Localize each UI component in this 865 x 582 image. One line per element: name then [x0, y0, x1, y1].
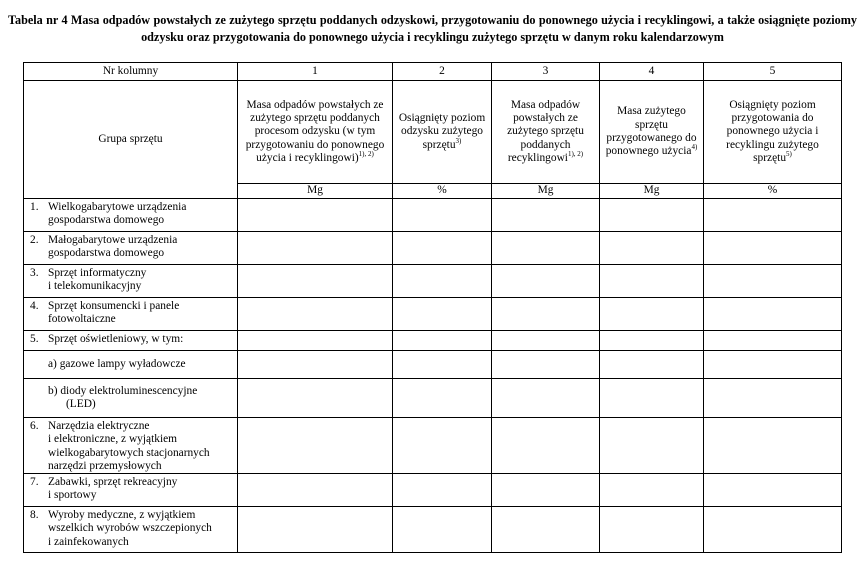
column-number-4: 4 — [600, 63, 704, 81]
row-label — [24, 199, 238, 232]
row-number: 5. — [30, 333, 39, 345]
column-header-3-text: Masa odpadów powstałych ze zużytego sprzętu poddanych recyklingowi — [507, 98, 584, 164]
row-number: 2. — [30, 234, 39, 246]
table-row — [24, 232, 842, 265]
footnote-ref: 4) — [691, 143, 698, 152]
unit-1: Mg — [238, 184, 393, 199]
column-header-5 — [704, 81, 842, 184]
table-cell — [238, 265, 393, 298]
table-cell — [492, 351, 600, 379]
table-row — [24, 507, 842, 553]
table-cell — [704, 351, 842, 379]
row-number: 1. — [30, 201, 39, 213]
nr-kolumny-label: Nr kolumny — [24, 63, 238, 81]
grupa-sprzetu-header: Grupa sprzętu — [24, 81, 238, 199]
table-cell — [704, 331, 842, 351]
table-row — [24, 351, 842, 379]
row-label-line: gospodarstwa domowego — [48, 247, 165, 260]
table-cell — [600, 199, 704, 232]
table-cell — [600, 232, 704, 265]
table-cell — [600, 379, 704, 418]
row-label — [24, 379, 238, 418]
table-row — [24, 474, 842, 507]
table-cell — [492, 199, 600, 232]
row-label — [24, 331, 238, 351]
table-cell — [238, 418, 393, 474]
table-cell — [238, 232, 393, 265]
row-label-line: i zainfekowanych — [48, 535, 129, 548]
row-label-line: narzędzi przemysłowych — [48, 459, 162, 472]
waste-equipment-table — [23, 62, 842, 553]
row-number: 7. — [30, 476, 39, 489]
table-row — [24, 265, 842, 298]
table-cell — [492, 331, 600, 351]
table-cell — [704, 474, 842, 507]
table-row — [24, 298, 842, 331]
row-label — [24, 351, 238, 379]
row-label-line: fotowoltaiczne — [48, 313, 116, 326]
row-number: 8. — [30, 509, 39, 522]
column-header-4 — [600, 81, 704, 184]
row-label-line: Wielkogabarytowe urządzenia — [48, 201, 187, 213]
table-cell — [238, 379, 393, 418]
table-cell — [492, 507, 600, 553]
row-label — [24, 474, 238, 507]
table-title: Tabela nr 4 Masa odpadów powstałych ze zużytego sprzętu poddanych odzyskowi, przygotowaniu do ponownego użycia i recyklingowi, a także osiągnięte poziomy odzysku oraz przygotowania do ponownego użycia i recyklingu zużytego sprzętu w danym roku kalendarzowym — [8, 13, 857, 44]
table-cell — [600, 265, 704, 298]
table-cell — [238, 474, 393, 507]
row-label-line: Narzędzia elektryczne — [48, 420, 150, 432]
row-label — [24, 232, 238, 265]
column-header-row — [24, 81, 842, 184]
row-label-line: i sportowy — [48, 489, 97, 502]
column-header-3 — [492, 81, 600, 184]
footnote-ref: 1), 2) — [358, 150, 374, 159]
table-cell — [600, 331, 704, 351]
table-cell — [492, 265, 600, 298]
table-cell — [393, 331, 492, 351]
unit-2: % — [393, 184, 492, 199]
table-cell — [704, 507, 842, 553]
row-label-line: Sprzęt informatyczny — [48, 267, 147, 279]
table-cell — [704, 298, 842, 331]
table-cell — [238, 199, 393, 232]
table-cell — [492, 298, 600, 331]
column-header-4-text: Masa zużytego sprzętu przygotowanego do ponownego użycia — [605, 105, 697, 158]
unit-3: Mg — [492, 184, 600, 199]
footnote-ref: 5) — [786, 150, 792, 159]
table-cell — [492, 379, 600, 418]
row-label-line: gospodarstwa domowego — [48, 214, 165, 227]
table-cell — [393, 507, 492, 553]
row-number: 6. — [30, 420, 39, 432]
row-label-line: Sprzęt konsumencki i panele — [48, 300, 180, 312]
table-cell — [393, 232, 492, 265]
table-cell — [492, 232, 600, 265]
row-label-line: wielkogabarytowych stacjonarnych — [48, 446, 210, 459]
row-number: 4. — [30, 300, 39, 312]
table-cell — [393, 418, 492, 474]
table-cell — [393, 474, 492, 507]
table-row — [24, 379, 842, 418]
column-header-1-text: Masa odpadów powstałych ze zużytego sprzętu poddanych procesom odzysku (w tym przygotowaniu do ponownego użycia i recyklingowi) — [245, 98, 385, 164]
row-label — [24, 507, 238, 553]
table-cell — [238, 298, 393, 331]
column-header-2-text: Osiągnięty poziom odzysku zużytego sprzętu — [398, 112, 486, 151]
table-cell — [393, 351, 492, 379]
table-row — [24, 331, 842, 351]
column-header-2 — [393, 81, 492, 184]
row-number: 3. — [30, 267, 39, 279]
row-label — [24, 298, 238, 331]
row-label-line: i elektroniczne, z wyjątkiem — [48, 433, 178, 446]
unit-5: % — [704, 184, 842, 199]
column-number-1: 1 — [238, 63, 393, 81]
row-label-line: b) diody elektroluminescencyjne — [48, 384, 198, 397]
table-cell — [704, 199, 842, 232]
row-label-line: Małogabarytowe urządzenia — [48, 234, 178, 246]
table-cell — [600, 507, 704, 553]
table-cell — [238, 351, 393, 379]
unit-4: Mg — [600, 184, 704, 199]
column-number-row — [24, 63, 842, 81]
column-number-2: 2 — [393, 63, 492, 81]
row-label-line: (LED) — [66, 398, 96, 410]
footnote-ref: 1), 2) — [567, 150, 584, 159]
column-number-5: 5 — [704, 63, 842, 81]
table-cell — [393, 199, 492, 232]
table-cell — [393, 298, 492, 331]
row-label-line: wszelkich wyrobów wszczepionych — [48, 522, 212, 535]
table-cell — [704, 265, 842, 298]
table-cell — [492, 418, 600, 474]
row-label-line: a) gazowe lampy wyładowcze — [48, 357, 186, 370]
row-label-line: Zabawki, sprzęt rekreacyjny — [48, 476, 178, 489]
table-cell — [393, 379, 492, 418]
column-header-1 — [238, 81, 393, 184]
table-cell — [238, 331, 393, 351]
table-cell — [492, 474, 600, 507]
table-row — [24, 418, 842, 474]
row-label-line: Wyroby medyczne, z wyjątkiem — [48, 509, 196, 522]
footnote-ref: 3) — [455, 136, 462, 145]
row-label — [24, 265, 238, 298]
row-label-line: i telekomunikacyjny — [48, 280, 142, 293]
table-cell — [238, 507, 393, 553]
table-cell — [600, 351, 704, 379]
column-header-5-text: Osiągnięty poziom przygotowania do ponownego użycia i recyklingu zużytego sprzętu — [726, 98, 819, 164]
table-cell — [704, 379, 842, 418]
row-label — [24, 418, 238, 474]
table-cell — [600, 474, 704, 507]
table-cell — [393, 265, 492, 298]
table-row — [24, 199, 842, 232]
column-number-3: 3 — [492, 63, 600, 81]
table-cell — [704, 418, 842, 474]
table-cell — [704, 232, 842, 265]
row-label-line: Sprzęt oświetleniowy, w tym: — [48, 333, 184, 345]
table-cell — [600, 298, 704, 331]
table-cell — [600, 418, 704, 474]
